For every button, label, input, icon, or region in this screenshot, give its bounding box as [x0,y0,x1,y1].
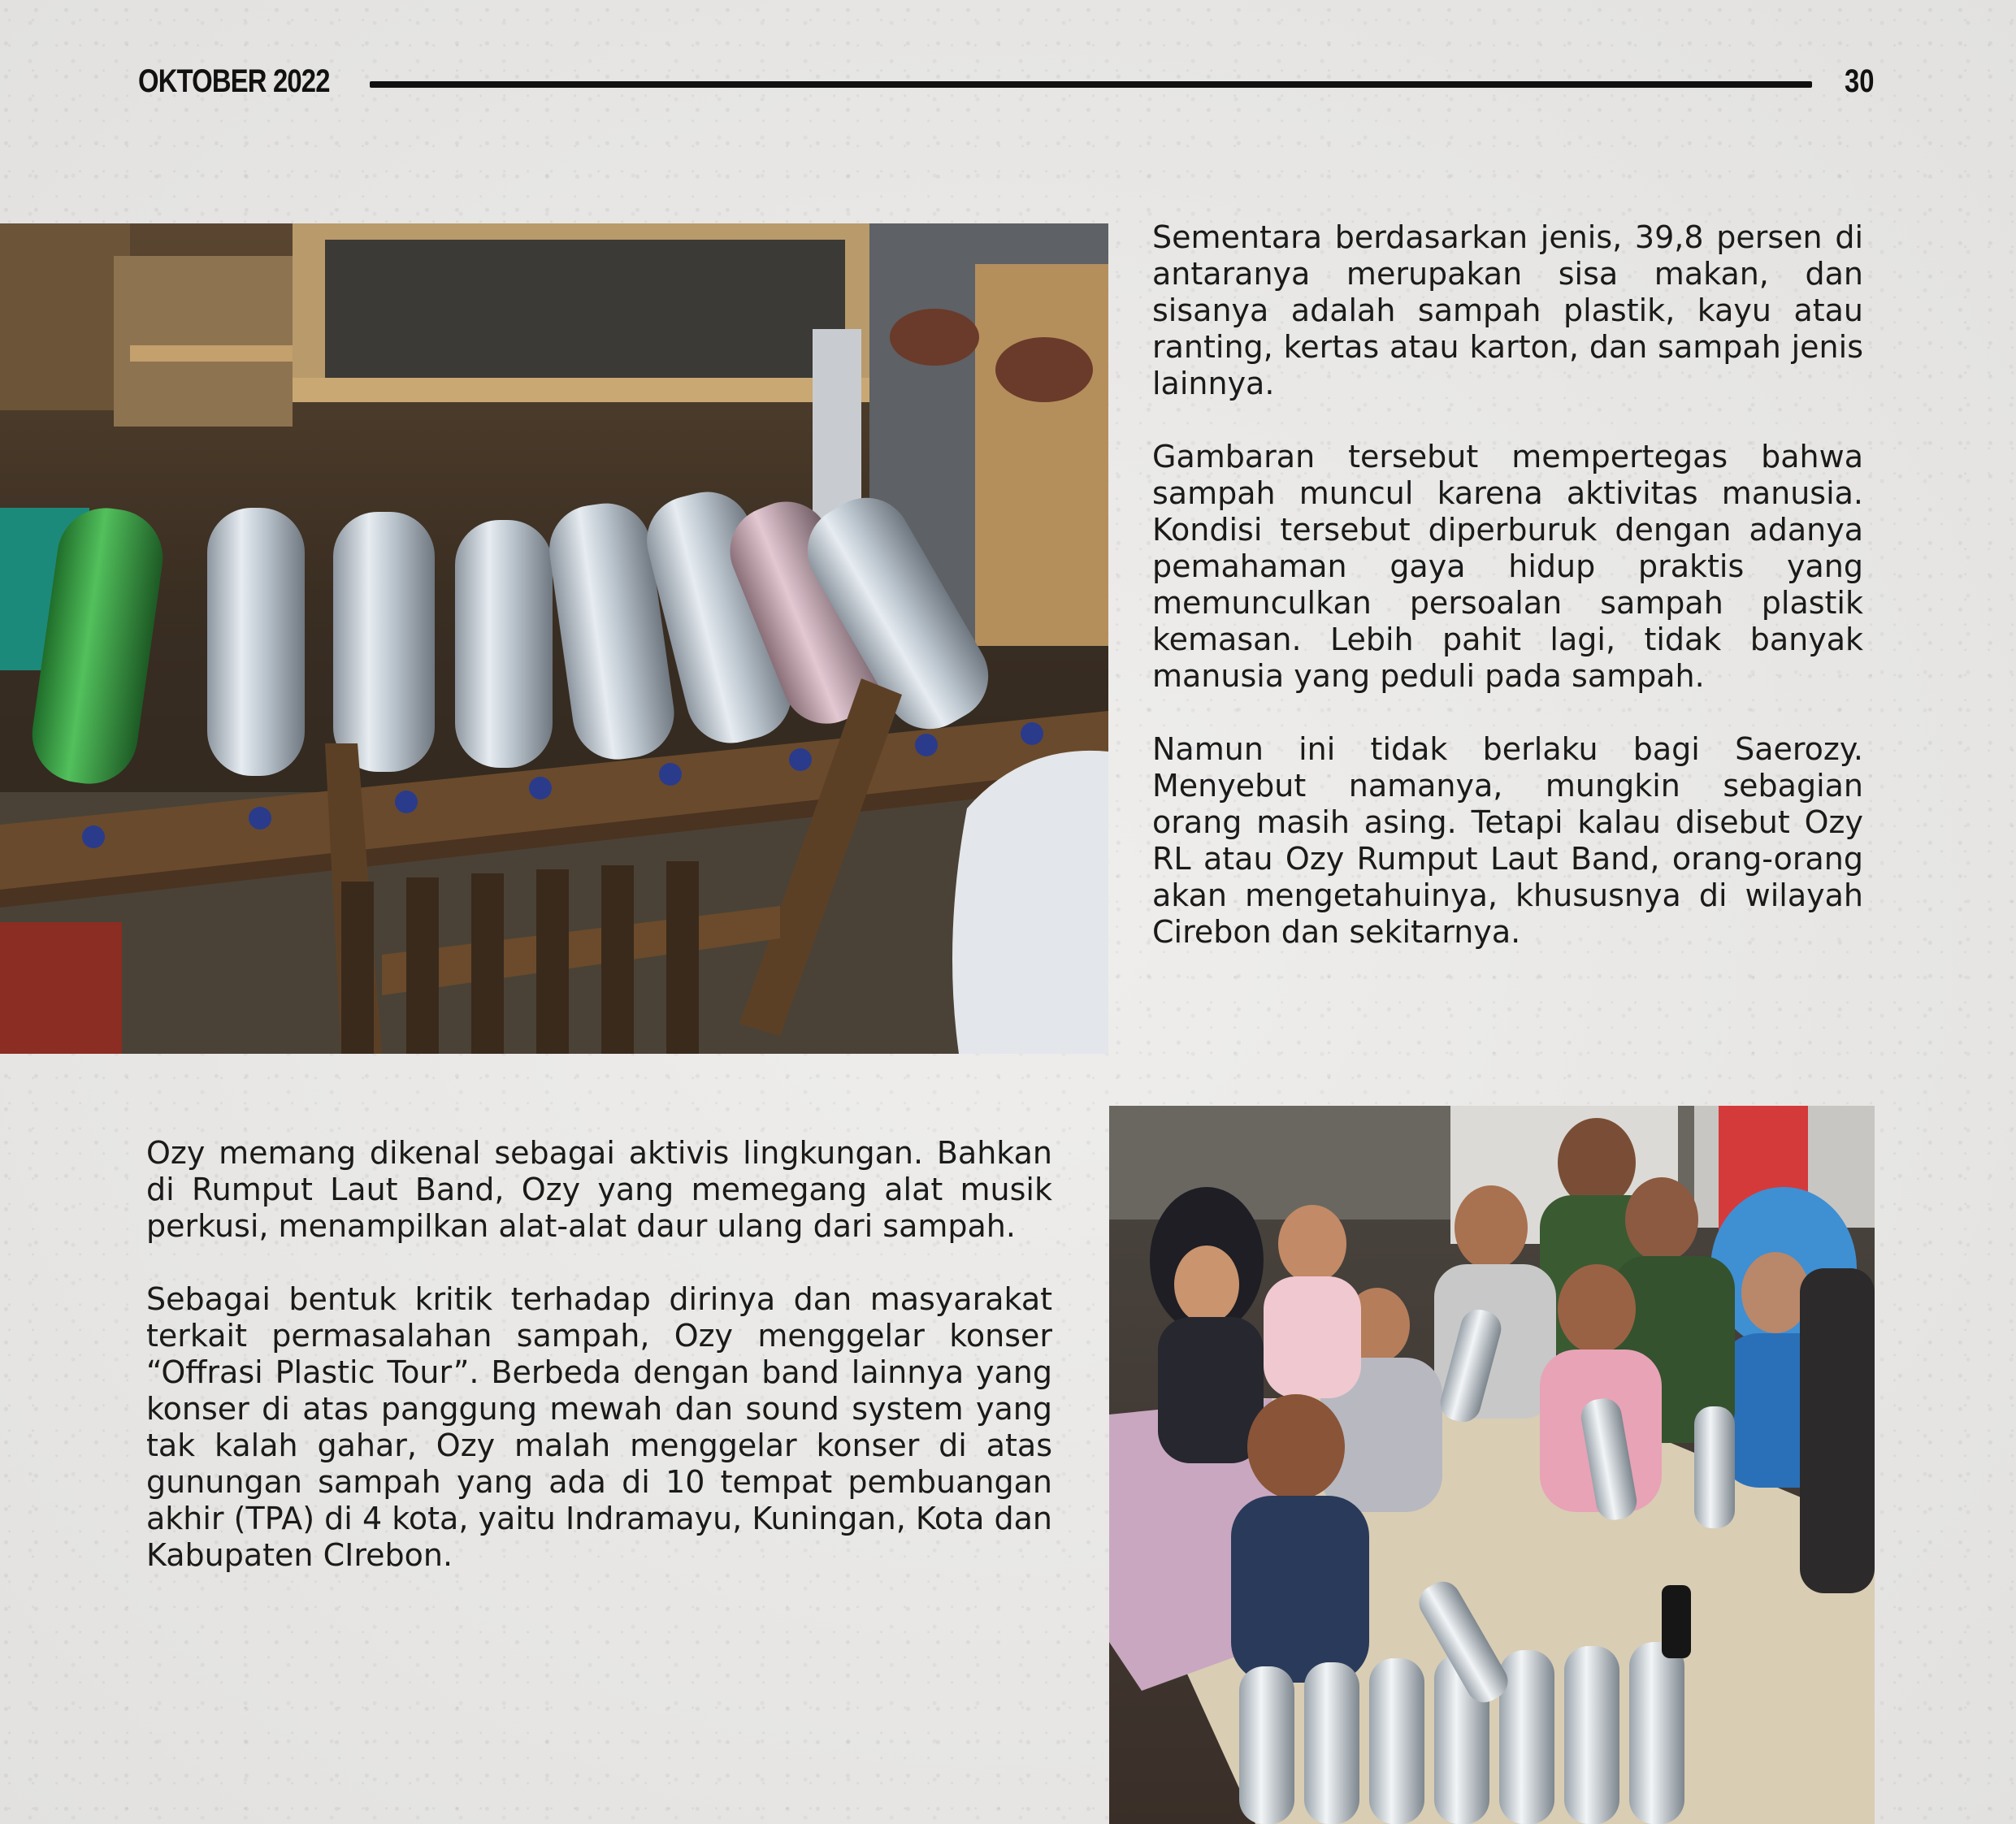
page-number: 30 [1845,63,1875,99]
paragraph: Sementara berdasarkan jenis, 39,8 persen di antaranya merupakan sisa makan, dan sisanya adalah sampah plastik, kayu atau ranting, kertas atau karton, dan sampah jenis lainnya. [1152,219,1863,401]
photo-children-with-plastic-bottles [1109,1106,1875,1824]
article-right-column [1152,219,1863,987]
paragraph: Sebagai bentuk kritik terhadap dirinya dan masyarakat terkait permasalahan sampah, Ozy menggelar konser “Offrasi Plastic Tour”. Berbeda dengan band lainnya yang konser di atas panggung mewah dan sound system yang tak kalah gahar, Ozy malah menggelar konser di atas gunungan sampah yang ada di 10 tempat pembuangan akhir (TPA) di 4 kota, yaitu Indramayu, Kuningan, Kota dan Kabupaten CIrebon. [146,1281,1052,1573]
article-left-column [146,1135,1052,1610]
paragraph: Namun ini tidak berlaku bagi Saerozy. Menyebut namanya, mungkin sebagian orang masih asing. Tetapi kalau disebut Ozy RL atau Ozy Rumput Laut Band, orang-orang akan mengetahuinya, khususnya di wilayah Cirebon dan sekitarnya. [1152,731,1863,950]
paragraph: Ozy memang dikenal sebagai aktivis lingkungan. Bahkan di Rumput Laut Band, Ozy yang memegang alat musik perkusi, menampilkan alat-alat daur ulang dari sampah. [146,1135,1052,1244]
issue-date: OKTOBER 2022 [138,63,330,99]
photo-plastic-bottles-on-wooden-rack [0,223,1108,1054]
header-divider [370,81,1812,88]
paragraph: Gambaran tersebut mempertegas bahwa sampah muncul karena aktivitas manusia. Kondisi tersebut diperburuk dengan adanya pemahaman gaya hidup praktis yang memunculkan persoalan sampah plastik kemasan. Lebih pahit lagi, tidak banyak manusia yang peduli pada sampah. [1152,439,1863,694]
